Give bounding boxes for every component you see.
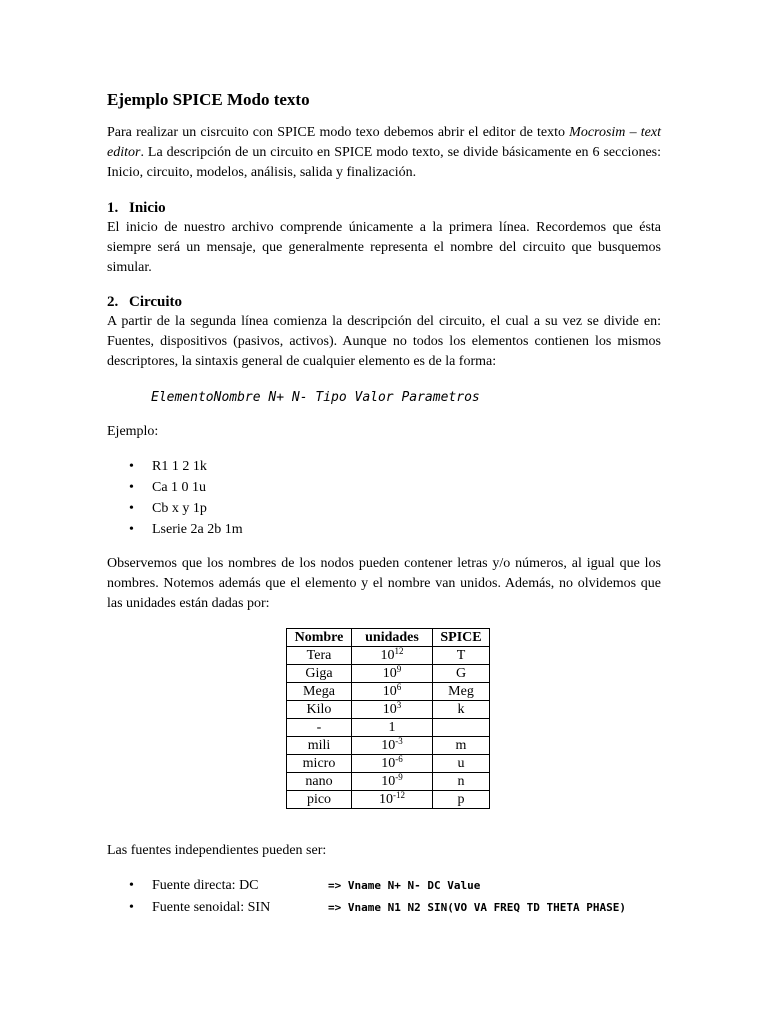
bullet-icon: • bbox=[129, 459, 134, 474]
cell-name: pico bbox=[287, 791, 352, 809]
list-item bbox=[107, 498, 661, 519]
example-list bbox=[107, 456, 661, 540]
unit-base: 10 bbox=[382, 702, 397, 717]
table-row bbox=[287, 719, 490, 737]
section-title: Circuito bbox=[129, 294, 183, 310]
cell-unit bbox=[352, 683, 433, 701]
unit-base: 10 bbox=[381, 774, 396, 789]
unit-exponent: 12 bbox=[394, 646, 404, 656]
cell-spice bbox=[433, 719, 490, 737]
sources-list bbox=[107, 875, 661, 919]
cell-name: mili bbox=[287, 737, 352, 755]
table-row bbox=[287, 647, 490, 665]
unit-exponent: -12 bbox=[393, 790, 405, 800]
unit-base: 10 bbox=[380, 648, 395, 663]
unit-base: 10 bbox=[382, 684, 397, 699]
table-row bbox=[287, 701, 490, 719]
table-row bbox=[287, 665, 490, 683]
bullet-icon: • bbox=[129, 522, 134, 537]
unit-exponent: 3 bbox=[396, 700, 402, 710]
section-heading-inicio bbox=[107, 198, 661, 218]
cell-spice: p bbox=[433, 791, 490, 809]
cell-unit bbox=[352, 719, 433, 737]
bullet-icon: • bbox=[129, 480, 134, 495]
example-text: Cb x y 1p bbox=[152, 501, 207, 516]
table-row bbox=[287, 791, 490, 809]
cell-unit bbox=[352, 737, 433, 755]
cell-unit bbox=[352, 701, 433, 719]
list-item bbox=[107, 875, 661, 897]
cell-spice: G bbox=[433, 665, 490, 683]
column-header-nombre: Nombre bbox=[287, 629, 352, 647]
list-item bbox=[107, 477, 661, 498]
cell-unit bbox=[352, 791, 433, 809]
page-title: Ejemplo SPICE Modo texto bbox=[107, 90, 310, 109]
section-number: 2. bbox=[107, 294, 119, 310]
unit-base: 10 bbox=[381, 738, 396, 753]
bullet-icon: • bbox=[129, 878, 134, 893]
list-item bbox=[107, 456, 661, 477]
units-table bbox=[286, 628, 490, 809]
cell-spice: T bbox=[433, 647, 490, 665]
unit-base: 10 bbox=[379, 792, 393, 807]
bullet-icon: • bbox=[129, 501, 134, 516]
list-item bbox=[107, 897, 661, 919]
example-text: Lserie 2a 2b 1m bbox=[152, 522, 243, 537]
section-heading-circuito bbox=[107, 292, 661, 312]
cell-name: - bbox=[287, 719, 352, 737]
cell-spice: Meg bbox=[433, 683, 490, 701]
unit-exponent: 9 bbox=[396, 664, 402, 674]
cell-name: Giga bbox=[287, 665, 352, 683]
example-label: Ejemplo: bbox=[107, 424, 159, 439]
unit-base: 10 bbox=[381, 756, 396, 771]
column-header-unidades: unidades bbox=[352, 629, 433, 647]
section-number: 1. bbox=[107, 200, 119, 216]
cell-unit bbox=[352, 773, 433, 791]
cell-name: micro bbox=[287, 755, 352, 773]
intro-paragraph bbox=[107, 123, 661, 183]
table-header-row bbox=[287, 629, 490, 647]
table-row bbox=[287, 737, 490, 755]
source-syntax: => Vname N+ N- DC Value bbox=[328, 879, 481, 892]
circuito-paragraph: A partir de la segunda línea comienza la descripción del circuito, el cual a su vez se divide en: Fuentes, dispositivos (pasivos, activos). Aunque no todos los elementos contienen los mismos descriptores, la sintaxis general de cualquier elemento es de la forma: bbox=[107, 314, 661, 369]
cell-unit bbox=[352, 665, 433, 683]
example-text: R1 1 2 1k bbox=[152, 459, 207, 474]
observation-paragraph: Observemos que los nombres de los nodos pueden contener letras y/o números, al igual que los nombres. Notemos además que el elemento y el nombre van unidos. Además, no olvidemos que las unidades están dadas por: bbox=[107, 556, 661, 611]
table-row bbox=[287, 773, 490, 791]
unit-base: 10 bbox=[382, 666, 397, 681]
example-text: Ca 1 0 1u bbox=[152, 480, 207, 495]
cell-spice: m bbox=[433, 737, 490, 755]
cell-unit bbox=[352, 647, 433, 665]
cell-name: Tera bbox=[287, 647, 352, 665]
cell-name: nano bbox=[287, 773, 352, 791]
section-title: Inicio bbox=[129, 200, 166, 216]
cell-name: Mega bbox=[287, 683, 352, 701]
unit-exponent: -9 bbox=[395, 772, 403, 782]
column-header-spice: SPICE bbox=[433, 629, 490, 647]
cell-name: Kilo bbox=[287, 701, 352, 719]
intro-text-2: . La descripción de un circuito en SPICE modo texto, se divide básicamente en 6 secciones: Inicio, circuito, modelos, análisis, salida y finalización. bbox=[107, 145, 661, 180]
list-item bbox=[107, 519, 661, 540]
intro-text-1: Para realizar un cisrcuito con SPICE modo texo debemos abrir el editor de texto bbox=[107, 125, 570, 140]
unit-base: 1 bbox=[388, 720, 396, 735]
source-label: Fuente directa: DC bbox=[152, 878, 259, 893]
sources-intro: Las fuentes independientes pueden ser: bbox=[107, 843, 327, 858]
table-row bbox=[287, 683, 490, 701]
cell-spice: k bbox=[433, 701, 490, 719]
source-label: Fuente senoidal: SIN bbox=[152, 900, 271, 915]
cell-spice: n bbox=[433, 773, 490, 791]
cell-unit bbox=[352, 755, 433, 773]
unit-exponent: -6 bbox=[395, 754, 403, 764]
element-syntax: ElementoNombre N+ N- Tipo Valor Parametros bbox=[151, 390, 480, 405]
bullet-icon: • bbox=[129, 900, 134, 915]
source-syntax: => Vname N1 N2 SIN(VO VA FREQ TD THETA PHASE) bbox=[328, 901, 627, 914]
table-row bbox=[287, 755, 490, 773]
unit-exponent: -3 bbox=[395, 736, 403, 746]
intro-emphasis: Mocrosim – text editor bbox=[107, 125, 661, 160]
unit-exponent: 6 bbox=[396, 682, 402, 692]
cell-spice: u bbox=[433, 755, 490, 773]
inicio-paragraph: El inicio de nuestro archivo comprende únicamente a la primera línea. Recordemos que ésta siempre será un mensaje, que generalmente representa el nombre del circuito que busquemos simular. bbox=[107, 220, 661, 275]
document-page bbox=[107, 88, 661, 919]
